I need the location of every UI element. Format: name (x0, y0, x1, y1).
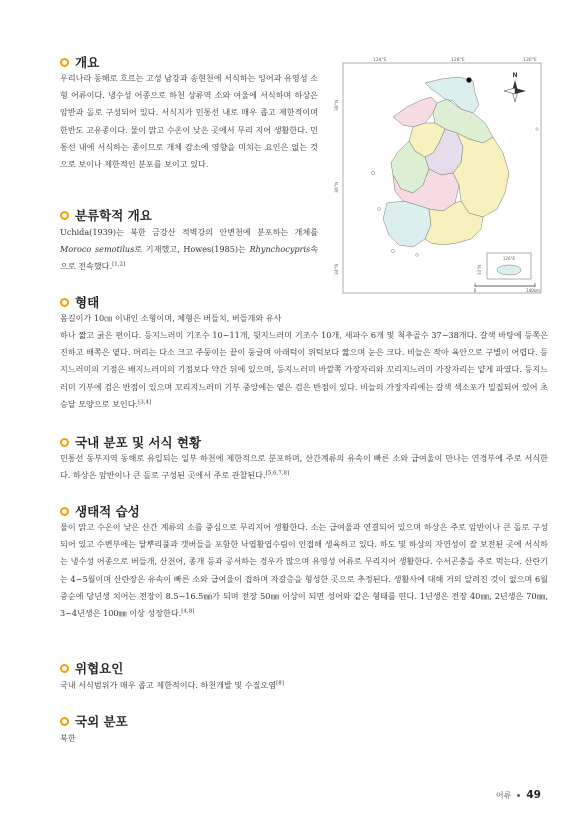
citation: [1,2] (112, 261, 126, 268)
section-threats-title: 위협요인 (75, 661, 124, 676)
page-number: 49 (526, 789, 541, 801)
lat-label: 36°N (335, 181, 340, 193)
section-bullet-icon (60, 58, 69, 67)
map-islet (378, 208, 381, 211)
section-overseas-text: 북한 (60, 733, 76, 743)
lat-label: 38°N (335, 99, 340, 111)
taxonomy-text-part: 속으로 전속했다. (60, 244, 319, 272)
lat-label: 34°N (335, 263, 340, 275)
section-overview-heading (60, 53, 99, 71)
jeju-island (497, 265, 521, 275)
citation: [8] (276, 680, 284, 687)
scale-end-label: 140km (526, 288, 540, 293)
lon-label: 128°E (451, 58, 465, 63)
genus-name: Rhynchocypris (249, 244, 311, 255)
section-ecology-heading (60, 502, 140, 520)
section-taxonomy-heading (60, 206, 152, 224)
taxonomy-text-part: Uchida(1939)는 북한 금강산 적벽강의 안변천에 분포하는 개체를 (60, 227, 318, 237)
section-bullet-icon (60, 717, 69, 726)
species-name: Moroco semotilus (60, 244, 135, 255)
inset-lat-label: 33°N (477, 264, 482, 275)
ecology-text: 물이 맑고 수온이 낮은 산간 계류의 소를 중심으로 무리지어 생활한다. 소는 급여울과 연결되어 있으며 하상은 주로 암반이나 큰 돌로 구성되어 있고 수변부에는 달뿌리풀과 갯버들을 포함한 낙엽활엽수림이 인접해 생육하고 있다. 하도 및 하상의 자연성이 잘 보전된 곳에 서식하는 냉수성 어종으로 버들개, 산천어, 종개 등과 공서하는 경우가 많으며 유영성 어류로 무리지어 생활한다. 수서곤충을 주로 먹는다. 산란기는 4~5월이며 산란장은 유속이 빠른 소와 급여울이 접하며 자갈층을 형성한 곳으로 추정된다. 생활사에 대해 거의 알려진 것이 없으며 6월 중순에 당년생 치어는 전장이 8.5~16.5㎜가 되며 전장 50㎜ 이상이 되면 성어와 같은 형태를 띤다. 1년생은 전장 40㎜, 2년생은 70㎜, 3~4년생은 100㎜ 이상 성장한다. (60, 522, 548, 619)
section-morphology-title: 형태 (75, 295, 100, 310)
section-distribution-heading (60, 433, 201, 451)
section-overseas-heading (60, 712, 128, 730)
inset-lon-label: 126°E (502, 256, 516, 261)
section-ecology-title: 생태적 습성 (75, 504, 140, 519)
map-islet (392, 250, 395, 253)
map-islet (371, 171, 374, 174)
north-label: N (512, 72, 518, 79)
section-ecology-text (60, 519, 548, 622)
citation: [3,4] (138, 399, 152, 406)
section-bullet-icon (60, 438, 69, 447)
section-distribution-title: 국내 분포 및 서식 현황 (75, 435, 202, 450)
citation: [5,6,7,8] (265, 470, 290, 477)
page-footer (496, 789, 541, 801)
section-threats-text (60, 677, 548, 694)
taxonomy-text-part: 로 기재했고, Howes(1985)는 (134, 244, 250, 255)
section-bullet-icon (60, 664, 69, 673)
section-overview-text: 우리나라 동해로 흐르는 고성 남강과 송현천에 서식하는 잉어과 유영성 소형 어류이다. 냉수성 어종으로 하천 상류역 소와 여울에 서식하며 하상은 암반과 돌로 구성되어 있다. 서식지가 민통선 내로 매우 좁고 제한적이며 한반도 고유종이다. 물이 맑고 수온이 낮은 곳에서 무리 지어 생활한다. 민통선 내에 서식하는 종이므로 개체 감소에 영향을 미치는 요인은 없는 것으로 보이나 제한적인 분포를 보이고 있다. (60, 73, 318, 170)
distribution-map (333, 53, 549, 309)
citation: [4,8] (181, 608, 195, 615)
lon-label: 130°E (523, 58, 537, 63)
section-distribution-text (60, 450, 548, 484)
lon-label: 124°E (373, 58, 387, 63)
footer-category: 어류 (495, 790, 512, 800)
section-morphology-text-a: 몸길이가 10㎝ 이내인 소형이며, 체형은 버들치, 버들개와 유사 (60, 313, 282, 323)
footer-separator-dot (517, 794, 520, 797)
section-morphology-text-b (60, 327, 548, 413)
section-bullet-icon (60, 298, 69, 307)
map-islet (536, 128, 538, 130)
scale-start-label: 0 (473, 288, 477, 293)
section-taxonomy-title: 분류학적 개요 (75, 208, 152, 223)
section-bullet-icon (60, 507, 69, 516)
section-overseas-title: 국외 분포 (75, 714, 128, 729)
map-islet (416, 254, 419, 257)
distribution-text: 민통선 동부지역 동해로 유입되는 일부 하천에 제한적으로 분포하며, 산간계류의 유속이 빠른 소와 급여울이 만나는 연경부에 주로 서식한다. 하상은 암반이나 큰 돌로 구성된 곳에서 주로 관찰된다. (60, 453, 548, 481)
section-overview-title: 개요 (75, 55, 100, 70)
occurrence-point (466, 77, 471, 82)
threats-text: 국내 서식범위가 매우 좁고 제한적이다. 하천개발 및 수질오염 (60, 680, 277, 690)
section-threats-heading (60, 659, 123, 677)
section-bullet-icon (60, 211, 69, 220)
morphology-text: 하나 짧고 굵은 편이다. 등지느러미 기조수 10~11개, 뒷지느러미 기조수 10개, 새파수 6개 및 척추골수 37~38개다. 갈색 바탕에 등쪽은 진하고 배쪽은 옅다. 머리는 다소 크고 주둥이는 끝이 둥글며 아래턱이 위턱보다 짧으며 눈은 크다. 비늘은 작아 육안으로 구별이 어렵다. 등지느러미의 기점은 배지느러미의 기점보다 약간 뒤에 있으며, 등지느러미 바깥쪽 가장자리와 꼬리지느러미 가장자리는 얕게 파였다. 등지느러미 기부에 검은 반점이 있으며 꼬리지느러미 기부 중앙에는 옅은 검은 반점이 있다. 비늘의 가장자리에는 갈색 색소포가 밀집되어 있어 초승달 모양으로 보인다. (60, 330, 548, 409)
section-morphology-heading (60, 293, 99, 311)
section-taxonomy-text (60, 224, 318, 276)
